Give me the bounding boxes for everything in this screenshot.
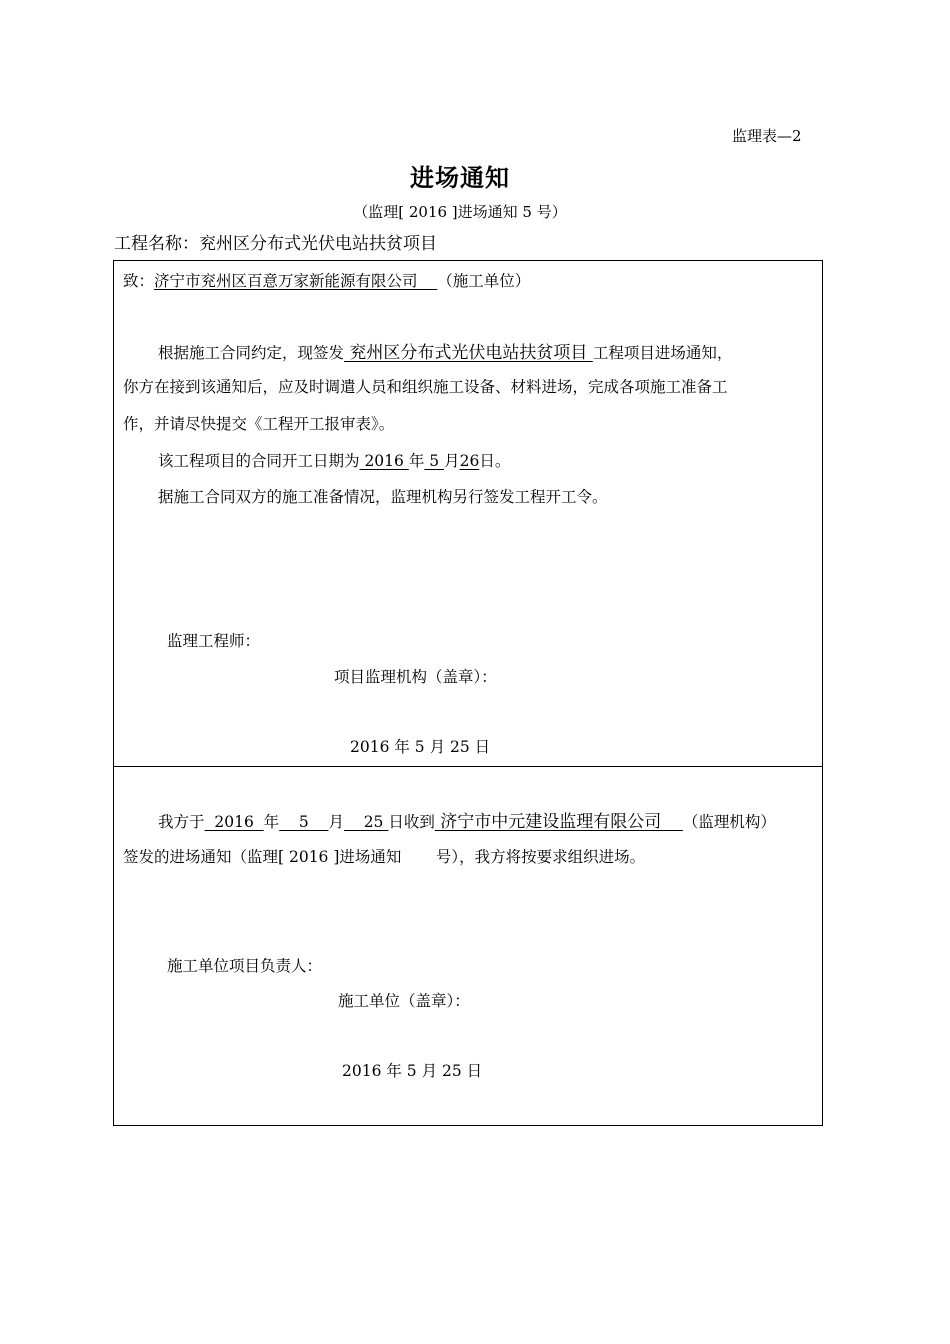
date-text: 日。 (479, 452, 511, 470)
project-name: 兖州区分布式光伏电站扶贫项目 (199, 234, 437, 254)
receipt-text: 我方于 (158, 813, 205, 831)
receipt-text: 月 (328, 813, 344, 831)
notice-paragraph-line-3: 作，并请尽快提交《工程开工报审表》。 (123, 415, 395, 433)
project-label: 工程名称： (114, 234, 199, 254)
recipient-line (123, 269, 530, 291)
document-number: （监理[ 2016 ]进场通知 5 号） (353, 203, 567, 221)
receipt-sign-date: 2016 年 5 月 25 日 (342, 1062, 483, 1080)
receipt-month: 5 (279, 813, 329, 831)
notice-text: 根据施工合同约定，现签发 (158, 344, 345, 362)
start-day: 26 (459, 452, 480, 470)
receipt-text: （监理机构） (682, 813, 776, 831)
notice-project-name: 兖州区分布式光伏电站扶贫项目 (344, 343, 593, 363)
project-name-line (114, 229, 437, 254)
contractor-seal-label: 施工单位（盖章）： (338, 992, 470, 1010)
contract-start-date-line (158, 449, 510, 471)
receipt-day: 25 (343, 813, 389, 831)
notice-paragraph-line-1 (158, 338, 732, 363)
receipt-text: 日收到 (388, 813, 435, 831)
start-month: 5 (424, 452, 445, 470)
receipt-line-2: 签发的进场通知（监理[ 2016 ]进场通知 号），我方将按要求组织进场。 (123, 848, 646, 866)
receipt-text: 年 (263, 813, 280, 831)
engineer-label: 监理工程师： (167, 632, 261, 650)
date-text: 该工程项目的合同开工日期为 (158, 452, 360, 470)
recipient-prefix: 致： (123, 272, 155, 290)
date-text: 月 (444, 452, 460, 470)
notice-paragraph-3: 据施工合同双方的施工准备情况，监理机构另行签发工程开工令。 (158, 488, 608, 506)
receipt-line-1 (158, 807, 776, 832)
agency-seal-label: 项目监理机构（盖章）： (334, 668, 497, 686)
page-title: 进场通知 (410, 163, 510, 192)
project-manager-label: 施工单位项目负责人： (167, 957, 323, 975)
notice-paragraph-line-2: 你方在接到该通知后，应及时调遣人员和组织施工设备、材料进场，完成各项施工准备工 (123, 378, 728, 396)
receipt-section (113, 766, 823, 1126)
date-text: 年 (408, 452, 425, 470)
notice-sign-date: 2016 年 5 月 25 日 (350, 738, 491, 756)
notice-section (113, 260, 823, 767)
receipt-year: 2016 (204, 813, 264, 831)
recipient-suffix: （施工单位） (437, 272, 531, 290)
recipient-pad (418, 272, 438, 290)
recipient-company: 济宁市兖州区百意万家新能源有限公司 (154, 272, 418, 290)
supervision-agency-name: 济宁市中元建设监理有限公司 (434, 812, 683, 832)
start-year: 2016 (359, 452, 409, 470)
form-code: 监理表—2 (732, 127, 802, 145)
notice-text: 工程项目进场通知， (592, 344, 733, 362)
